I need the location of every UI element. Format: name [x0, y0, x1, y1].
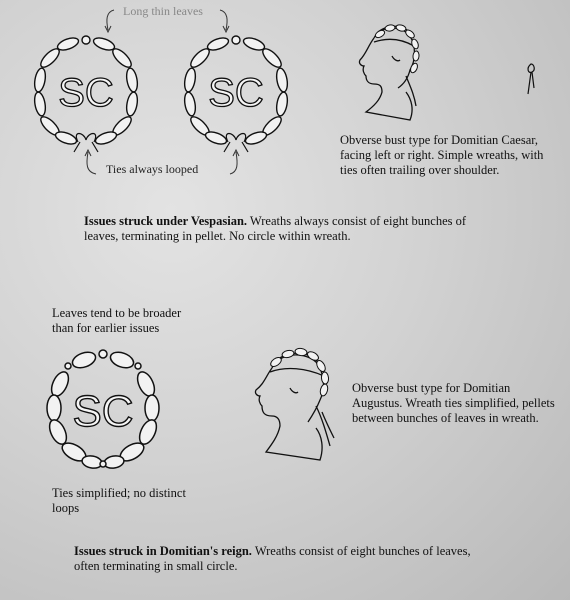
- annotation-ties-always-looped: Ties always looped: [106, 162, 199, 176]
- domitian-augustus-bust: [246, 342, 346, 468]
- arrow-to-right-wreath-ties: [226, 146, 250, 180]
- domitian-caesar-bust: [344, 16, 428, 128]
- sc-letters: SC: [58, 71, 114, 115]
- bust-caption-domitian-caesar: Obverse bust type for Domitian Caesar, facing left or right. Simple wreaths, with ties often trailing over shoulder.: [340, 133, 544, 177]
- sc-letters: SC: [208, 71, 264, 115]
- note-domitian-issues: Issues struck in Domitian's reign. Wreaths consist of eight bunches of leaves, often terminating in small circle.: [74, 544, 471, 573]
- arrow-to-left-wreath-ties: [76, 146, 106, 180]
- bust-caption-domitian-augustus: Obverse bust type for Domitian Augustus. Wreath ties simplified, pellets between bunches of leaves in wreath.: [352, 381, 555, 425]
- annotation-broader-leaves: Leaves tend to be broader than for earlier issues: [52, 306, 182, 335]
- annotation-ties-simplified: Ties simplified; no distinct loops: [52, 486, 186, 515]
- sc-wreath-vespasian-right: [178, 30, 294, 154]
- wreath-tie-detail-icon: [522, 60, 540, 100]
- note-heading: Issues struck under Vespasian.: [84, 214, 248, 228]
- note-vespasian-issues: Issues struck under Vespasian. Wreaths always consist of eight bunches of leaves, terminating in pellet. No circle within wreath.: [84, 214, 467, 243]
- sc-wreath-vespasian-left: [28, 30, 144, 154]
- note-heading: Issues struck in Domitian's reign.: [74, 544, 252, 558]
- sc-letters: SC: [72, 387, 134, 436]
- sc-wreath-domitian: [40, 346, 166, 476]
- annotation-long-thin-leaves: Long thin leaves: [123, 4, 203, 18]
